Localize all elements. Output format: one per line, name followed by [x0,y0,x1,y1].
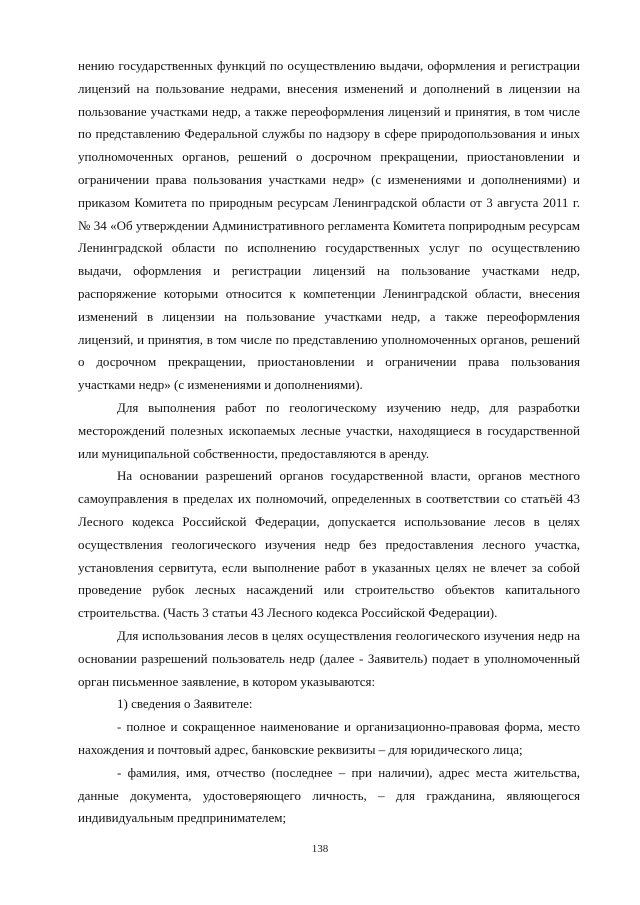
body-text [78,55,580,830]
page-number: 138 [311,843,329,855]
paragraph-geological-lease: Для выполнения работ по геологическому изучению недр, для разработки месторождений полезных ископаемых лесные участки, находящиеся в государственной или муниципальной собственности, предоставляются в аренду. [78,399,580,461]
list-item-individual: - фамилия, имя, отчество (последнее – при наличии), адрес места жительства, данные документа, удостоверяющего личность, – для гражданина, являющегося индивидуальным предпринимателем; [78,764,580,826]
paragraph-continuation: нению государственных функций по осуществлению выдачи, оформления и регистрации лицензий на пользование недрами, внесения изменений и дополнений в лицензии на пользование участками недр, а также переоформления лицензий и принятия, в том числе по представлению Федеральной службы по надзору в сфере природопользования и иных уполномоченных органов, решений о досрочном прекращении, приостановлении и ограничении права пользования участками недр» (с изменениями и дополнениями) и приказом Комитета по природным ресурсам Ленинградской области от 3 августа 2011 г. № 34 «Об утверждении Административного регламента Комитета поприродным ресурсам Ленинградской области по исполнению государственных услуг по осуществлению выдачи, оформления и регистрации лицензий на пользование участками недр, распоряжение которыми относится к компетенции Ленинградской области, внесения изменений в лицензии на пользование участками недр, а также переоформления лицензий, и принятия, в том числе по представлению уполномоченных органов, решений о досрочном прекращении, приостановлении и ограничении права пользования участками недр» (с изменениями и дополнениями). [78,58,580,393]
list-item-legal-entity: - полное и сокращенное наименование и организационно-правовая форма, место нахождения и почтовый адрес, банковские реквизиты – для юридического лица; [78,719,580,757]
list-item-applicant-info: 1) сведения о Заявителе: [117,696,253,712]
paragraph-permits: На основании разрешений органов государственной власти, органов местного самоуправления в пределах их полномочий, определенных в соответствии со статьёй 43 Лесного кодекса Российской Федерации, допускается использование лесов в целях осуществления геологического изучения недр без предоставления лесного участка, установления сервитута, если выполнение работ в указанных целях не влечет за собой проведение рубок лесных насаждений или строительство объектов капитального строительства. (Часть 3 статьи 43 Лесного кодекса Российской Федерации). [78,468,580,621]
paragraph-application: Для использования лесов в целях осуществления геологического изучения недр на основании разрешений пользователь недр (далее - Заявитель) подает в уполномоченный орган письменное заявление, в котором указываются: [78,627,580,689]
